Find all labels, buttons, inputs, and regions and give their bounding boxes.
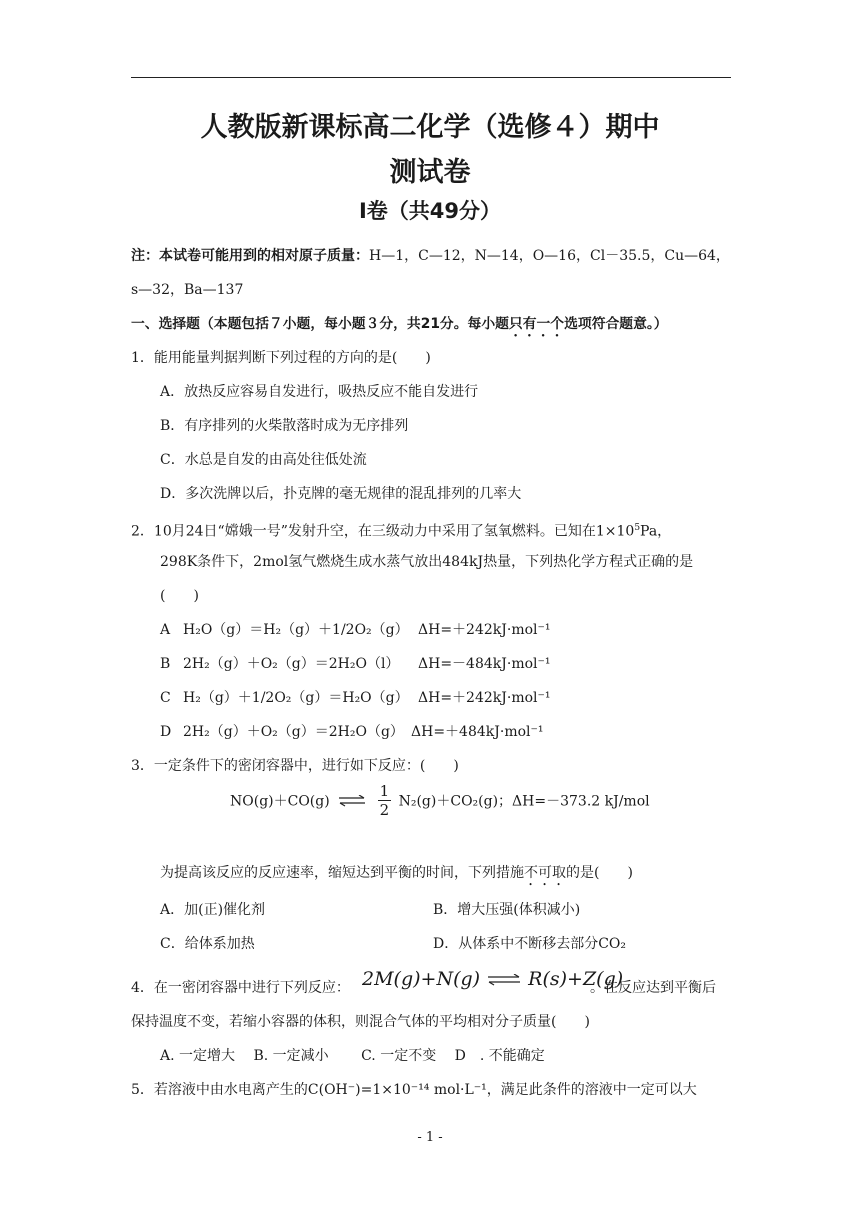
q2-option-d-enthalpy: ΔH=＋484kJ·mol⁻¹ xyxy=(411,724,544,740)
q2-option-b-enthalpy: ΔH=－484kJ·mol⁻¹ xyxy=(418,656,551,672)
q3-equation xyxy=(230,782,650,819)
q2-option-b-label: B xyxy=(160,656,171,672)
q2-option-a-enthalpy: ΔH=＋242kJ·mol⁻¹ xyxy=(418,622,551,638)
q2-option-c-enthalpy: ΔH=＋242kJ·mol⁻¹ xyxy=(418,690,551,706)
q1-option-a: A．放热反应容易自发进行，吸热反应不能自发进行 xyxy=(160,384,479,400)
q4-eq-right: R(s)+Z(g) xyxy=(528,968,624,990)
q3-fraction xyxy=(378,782,392,819)
q2-option-c-equation: H₂（g）＋1/2O₂（g）＝H₂O（g） xyxy=(183,690,409,706)
note-label: 注：本试卷可能用到的相对原子质量： xyxy=(131,248,369,264)
q3-question-prefix: 为提高该反应的反应速率，缩短达到平衡的时间，下列措施 xyxy=(160,865,524,881)
atomic-mass-note-line2: s—32，Ba—137 xyxy=(131,282,244,298)
header-rule xyxy=(131,77,731,78)
q3-stem: 3．一定条件下的密闭容器中，进行如下反应：( ) xyxy=(131,758,459,774)
q2-option-d-equation: 2H₂（g）＋O₂（g）＝2H₂O（g） xyxy=(183,724,404,740)
q3-eq-left: NO(g)＋CO(g) xyxy=(230,793,330,810)
q3-fraction-denominator: 2 xyxy=(379,801,390,819)
q3-question-suffix: 的是( ) xyxy=(566,865,633,881)
q2-option-a-label: A xyxy=(160,622,171,638)
atomic-mass-note-line1 xyxy=(131,247,730,265)
q4-stem-prefix: 4．在一密闭容器中进行下列反应： xyxy=(131,980,350,996)
q3-eq-right: N₂(g)＋CO₂(g)；ΔH=－373.2 kJ/mol xyxy=(398,793,650,810)
section1-heading-emphasis: 只有一个 xyxy=(508,316,565,332)
q1-option-d: D．多次洗牌以后，扑克牌的毫无规律的混乱排列的几率大 xyxy=(160,486,522,502)
q3-question-emphasis: 不可取 xyxy=(524,865,566,881)
equilibrium-arrow-icon xyxy=(338,795,366,807)
equilibrium-arrow-icon xyxy=(487,974,521,986)
q1-stem: 1．能用能量判据判断下列过程的方向的是( ) xyxy=(131,350,431,366)
q3-option-a: A．加(正)催化剂 xyxy=(160,902,266,918)
section1-heading-suffix: 选项符合题意。） xyxy=(564,316,668,332)
q2-exponent: 5 xyxy=(634,523,641,533)
exam-title-line1: 人教版新课标高二化学（选修４）期中 xyxy=(200,112,660,143)
q1-option-c: C．水总是自发的由高处往低处流 xyxy=(160,452,367,468)
q2-stem-line2: 298K条件下，2mol氢气燃烧生成水蒸气放出484kJ热量，下列热化学方程式正确的是 xyxy=(160,554,694,570)
q3-option-d: D．从体系中不断移去部分CO₂ xyxy=(433,936,627,952)
exam-title-line2: 测试卷 xyxy=(389,157,471,188)
page-number: - 1 - xyxy=(417,1130,443,1145)
q2-stem-line3: ( ) xyxy=(160,588,199,604)
section1-heading xyxy=(131,315,668,340)
note-values-1: H—1，C—12，N—14，O—16，Cl－35.5，Cu—64， xyxy=(369,248,730,264)
q5-stem: 5．若溶液中由水电离产生的C(OH⁻)=1×10⁻¹⁴ mol·L⁻¹，满足此条件的溶液中一定可以大 xyxy=(131,1082,697,1098)
q2-stem-text: 2．10月24日“嫦娥一号”发射升空，在三级动力中采用了氢氧燃料。已知在1×10 xyxy=(131,523,635,540)
q4-eq-left: 2M(g)+N(g) xyxy=(362,968,481,990)
q2-option-d-label: D xyxy=(160,724,172,740)
q2-stem-line1 xyxy=(131,519,671,541)
q2-option-c-label: C xyxy=(160,690,171,706)
q2-stem-unit: Pa， xyxy=(640,523,672,540)
q2-option-b-equation: 2H₂（g）＋O₂（g）＝2H₂O（l） xyxy=(183,656,400,672)
section-heading: Ⅰ卷（共49分） xyxy=(358,199,502,223)
q4-stem-suffix: 。在反应达到平衡后 xyxy=(590,980,716,996)
q4-equation xyxy=(362,968,623,990)
q2-option-a-equation: H₂O（g）＝H₂（g）＋1/2O₂（g） xyxy=(183,622,409,638)
q1-option-b: B．有序排列的火柴散落时成为无序排列 xyxy=(160,418,409,434)
q3-option-c: C．给体系加热 xyxy=(160,936,255,952)
q4-stem-line2: 保持温度不变，若缩小容器的体积，则混合气体的平均相对分子质量( ) xyxy=(131,1014,590,1030)
q3-option-b: B．增大压强(体积减小) xyxy=(433,902,581,918)
q4-options: A. 一定增大 B. 一定减小 C. 一定不变 D . 不能确定 xyxy=(160,1048,545,1064)
q3-fraction-numerator: 1 xyxy=(379,782,390,800)
q3-question xyxy=(160,864,633,889)
section1-heading-prefix: 一、选择题（本题包括７小题，每小题３分，共21分。每小题 xyxy=(131,316,509,332)
